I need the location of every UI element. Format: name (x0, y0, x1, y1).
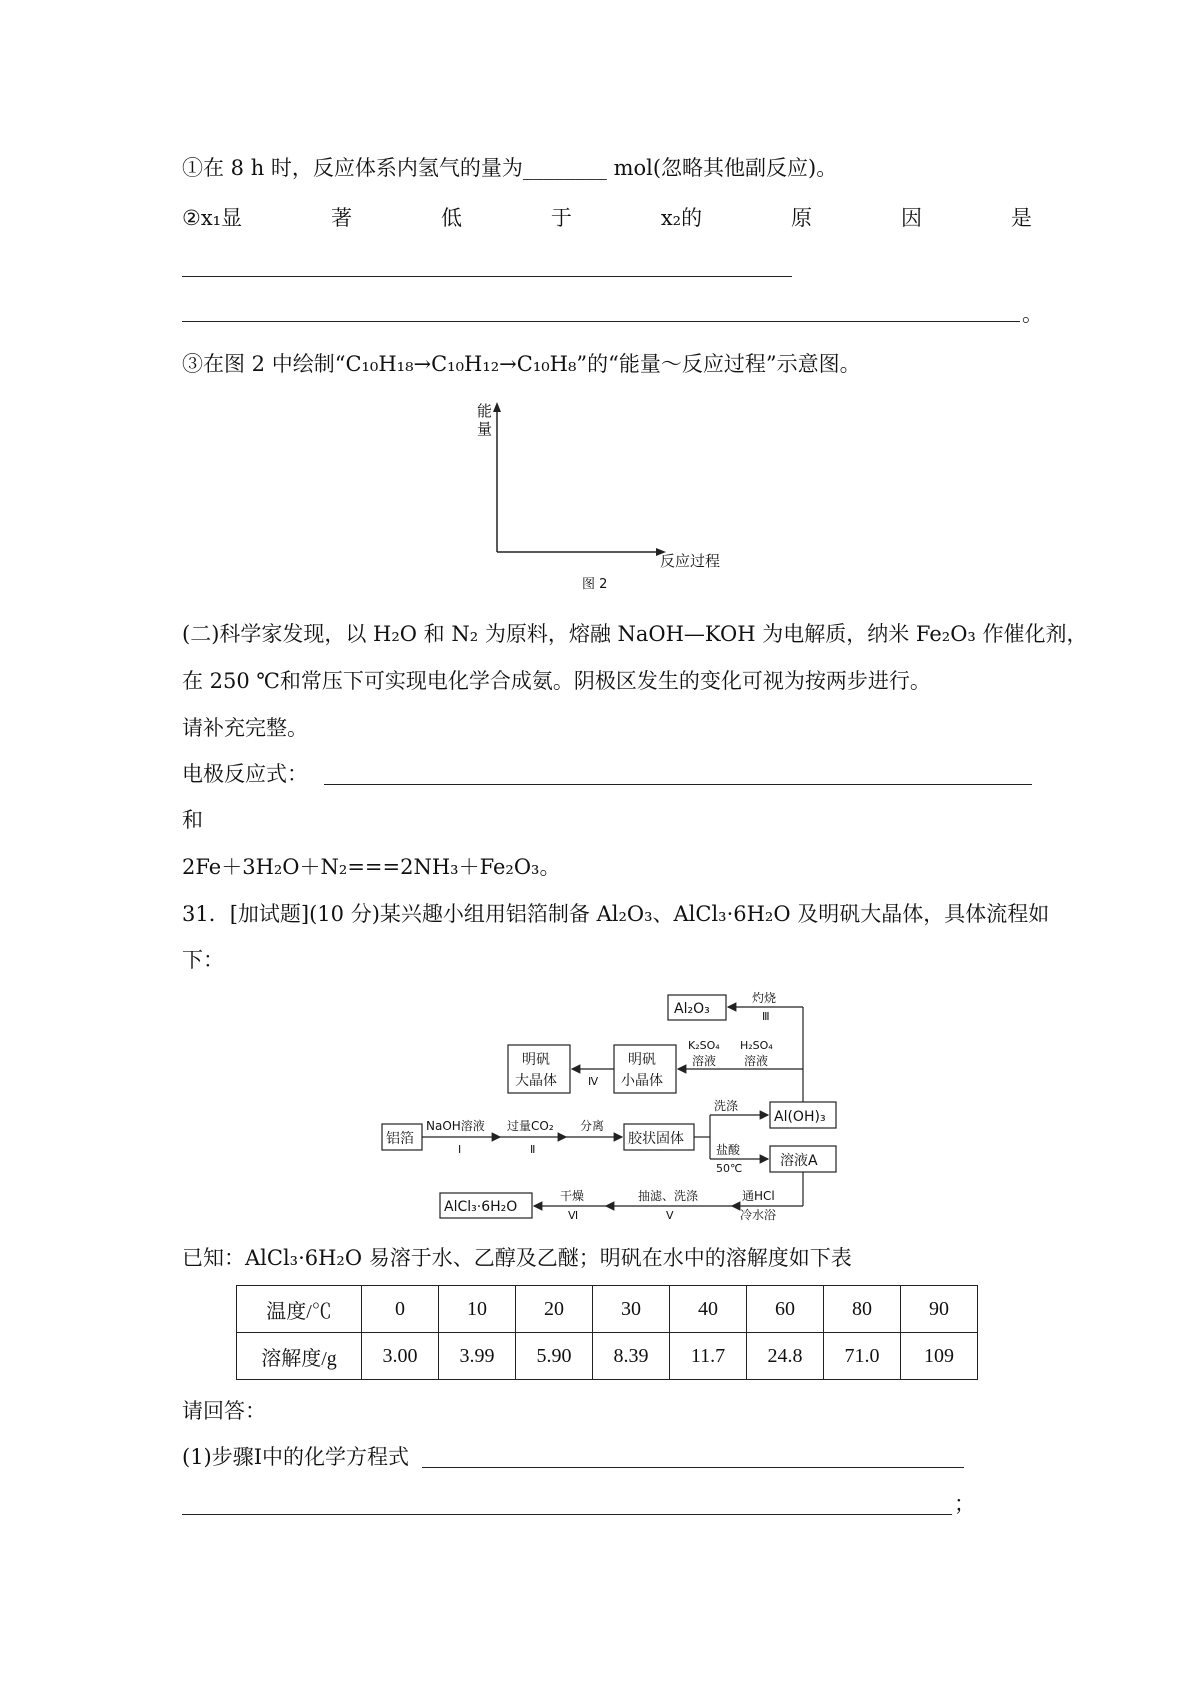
answer-blank-line[interactable] (182, 1514, 952, 1515)
table-cell: 30 (593, 1286, 670, 1333)
table-cell: 71.0 (824, 1333, 901, 1380)
answer-blank-line[interactable] (182, 276, 792, 277)
table-cell: 90 (901, 1286, 978, 1333)
k2so4-label: K₂SO₄ (688, 1039, 720, 1052)
step-1-label: Ⅰ (458, 1143, 462, 1156)
question-line-2 (182, 204, 1032, 232)
step-6-label: Ⅵ (568, 1209, 579, 1222)
temp-label: 50℃ (716, 1162, 743, 1175)
word: 于 (550, 206, 572, 230)
product-label: AlCl₃·6H₂O (444, 1199, 518, 1215)
cold-bath-label: 冷水浴 (740, 1208, 777, 1222)
al2o3-label: Al₂O₃ (674, 1001, 710, 1017)
table-cell: 3.00 (362, 1333, 439, 1380)
electrode-label: 电极反应式： (182, 762, 308, 786)
answer-prompt: 请回答： (182, 1399, 266, 1423)
y-axis-label: 量 (477, 420, 493, 438)
step-3-label: Ⅲ (762, 1010, 770, 1023)
answer-blank-line[interactable] (324, 784, 1032, 785)
big-crystal-label: 大晶体 (515, 1073, 557, 1089)
word: 因 (900, 206, 922, 230)
separation-label: 分离 (580, 1119, 605, 1133)
table-header-label: 温度/℃ (237, 1286, 362, 1333)
table-cell: 20 (516, 1286, 593, 1333)
table-row-label: 溶解度/g (237, 1333, 362, 1380)
naoh-label: NaOH溶液 (426, 1119, 485, 1133)
table-cell: 3.99 (439, 1333, 516, 1380)
part2-line-2: 在 250 ℃和常压下可实现电化学合成氨。阴极区发生的变化可视为按两步进行。 (182, 669, 931, 693)
foil-label: 铝箔 (386, 1131, 414, 1147)
aloh3-label: Al(OH)₃ (774, 1109, 826, 1125)
word: ②x₁显 (182, 206, 243, 230)
table-cell: 10 (439, 1286, 516, 1333)
table-cell: 11.7 (670, 1333, 747, 1380)
hcl-gas-label: 通HCl (742, 1189, 775, 1203)
h2so4-label: H₂SO₄ (740, 1039, 773, 1052)
table-cell: 8.39 (593, 1333, 670, 1380)
step-2-label: Ⅱ (530, 1143, 536, 1156)
step-4-label: Ⅳ (588, 1075, 599, 1088)
solubility-table (236, 1285, 978, 1380)
known-statement: 已知：AlCl₃·6H₂O 易溶于水、乙醇及乙醚；明矾在水中的溶解度如下表 (182, 1246, 852, 1270)
calcination-label: 灼烧 (752, 991, 777, 1005)
hcl-acid-label: 盐酸 (716, 1143, 741, 1157)
table-cell: 109 (901, 1333, 978, 1380)
table-cell: 80 (824, 1286, 901, 1333)
part2-line-5: 和 (182, 808, 203, 832)
part2-line-3: 请补充完整。 (182, 716, 308, 740)
word: x₂的 (660, 206, 703, 230)
word: 原 (791, 206, 813, 230)
y-axis-label: 能 (477, 402, 493, 420)
answer-blank-line[interactable] (182, 321, 1020, 322)
period-mark: 。 (1022, 302, 1043, 326)
question-1-label: (1)步骤Ⅰ中的化学方程式 (182, 1445, 410, 1469)
table-cell: 5.90 (516, 1333, 593, 1380)
step-5-label: Ⅴ (666, 1209, 674, 1222)
big-crystal-label: 明矾 (522, 1052, 550, 1068)
process-flow-diagram (370, 990, 840, 1225)
y-axis-arrow (493, 402, 501, 412)
question-line-4: ③在图 2 中绘制“C₁₀H₁₈→C₁₀H₁₂→C₁₀H₈”的“能量～反应过程”示意图。 (182, 352, 861, 376)
answer-blank-line[interactable] (422, 1467, 964, 1468)
table-cell: 40 (670, 1286, 747, 1333)
small-crystal-label: 明矾 (628, 1052, 656, 1068)
filter-wash-label: 抽滤、洗涤 (638, 1189, 699, 1203)
colloid-label: 胶状固体 (628, 1131, 684, 1147)
word: 是 (1010, 206, 1032, 230)
solution-a-label: 溶液A (780, 1153, 818, 1169)
k2so4-label: 溶液 (692, 1054, 717, 1068)
part2-line-1: (二)科学家发现，以 H₂O 和 N₂ 为原料，熔融 NaOH—KOH 为电解质，纳米 Fe₂O₃ 作催化剂， (182, 622, 1088, 646)
q31-line-2: 下： (182, 948, 224, 972)
word: 低 (440, 206, 462, 230)
table-row (237, 1333, 978, 1380)
x-axis-label: 反应过程 (660, 552, 721, 570)
semicolon-mark: ； (954, 1492, 975, 1516)
h2so4-label: 溶液 (744, 1054, 769, 1068)
figure-caption: 图 2 (582, 577, 608, 592)
co2-label: 过量CO₂ (507, 1119, 554, 1133)
table-row (237, 1286, 978, 1333)
table-cell: 24.8 (747, 1333, 824, 1380)
small-crystal-label: 小晶体 (621, 1073, 663, 1089)
wash-label: 洗涤 (714, 1099, 739, 1113)
table-cell: 0 (362, 1286, 439, 1333)
dry-label: 干燥 (560, 1189, 585, 1203)
q31-line-1: 31．[加试题](10 分)某兴趣小组用铝箔制备 Al₂O₃、AlCl₃·6H₂O 及明矾大晶体，具体流程如 (182, 902, 1050, 926)
reaction-equation: 2Fe＋3H₂O＋N₂===2NH₃＋Fe₂O₃。 (182, 855, 561, 879)
figure-2-axes (460, 398, 760, 596)
table-cell: 60 (747, 1286, 824, 1333)
question-line-1: ①在 8 h 时，反应体系内氢气的量为________ mol(忽略其他副反应)。 (182, 156, 838, 180)
word: 著 (331, 206, 353, 230)
